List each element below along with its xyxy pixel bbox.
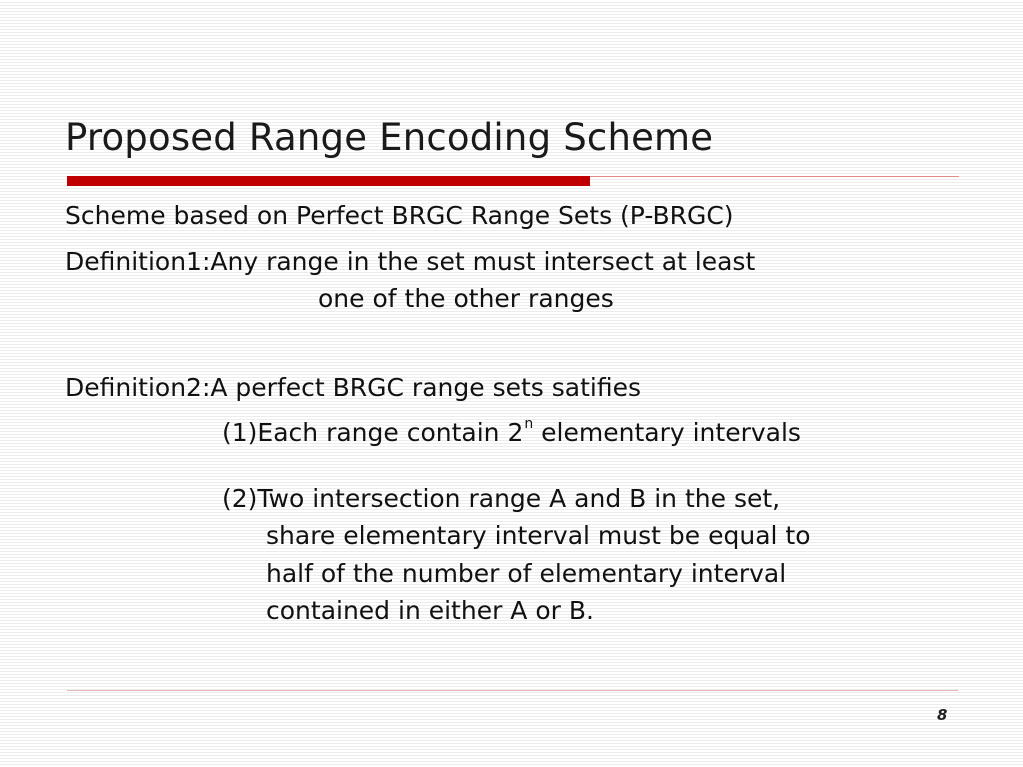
definition2-item2-line4: contained in either A or B. xyxy=(266,596,594,625)
slide-title: Proposed Range Encoding Scheme xyxy=(65,116,714,159)
item1-superscript: n xyxy=(524,416,534,432)
definition2-line1: Definition2:A perfect BRGC range sets satifies xyxy=(65,373,642,402)
definition2-item1 xyxy=(222,416,801,447)
definition2-item2-line3: half of the number of elementary interval xyxy=(266,559,787,588)
definition1-line2: one of the other ranges xyxy=(318,284,614,313)
footer-divider xyxy=(67,690,958,691)
definition2-item2-line2: share elementary interval must be equal to xyxy=(266,521,811,550)
title-underline-accent xyxy=(67,176,590,186)
scheme-line: Scheme based on Perfect BRGC Range Sets (P-BRGC) xyxy=(65,201,734,230)
title-underline-thin xyxy=(590,176,959,177)
definition2-item2-line1: (2)Two intersection range A and B in the set, xyxy=(222,484,781,513)
page-number: 8 xyxy=(937,706,948,724)
item1-suffix: elementary intervals xyxy=(533,418,801,447)
item1-prefix: (1)Each range contain 2 xyxy=(222,418,524,447)
definition1-line1: Definition1:Any range in the set must intersect at least xyxy=(65,247,756,276)
